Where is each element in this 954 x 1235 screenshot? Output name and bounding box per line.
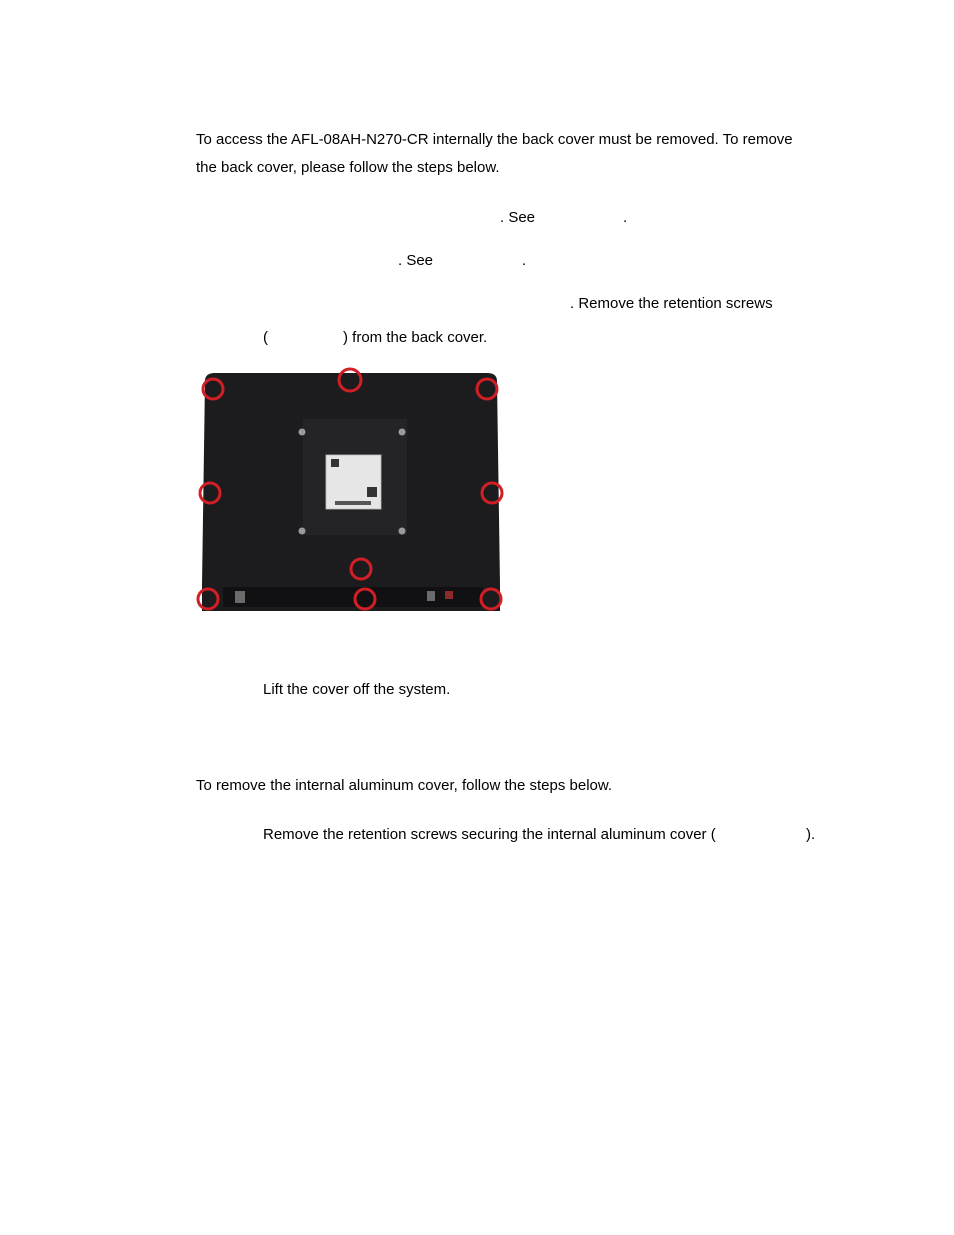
intro-line-2: the back cover, please follow the steps below. [196,159,500,176]
vesa-hole-bottom-left [299,528,306,535]
aluminum-step1: Remove the retention screws securing the internal aluminum cover ( [263,826,716,843]
label-barcode [335,501,371,505]
intro-line-1: To access the AFL-08AH-N270-CR internally the back cover must be removed. To remove [196,131,793,148]
step3-line-1: . Remove the retention screws [570,295,773,312]
vesa-hole-top-right [399,429,406,436]
io-port-left [235,591,245,603]
step4-text: Lift the cover off the system. [263,681,451,698]
aluminum-step1-close: ). [806,826,816,843]
label-qr-code [367,487,377,497]
label-logo [331,459,339,467]
io-port-red [445,591,453,599]
vesa-hole-top-left [299,429,306,436]
io-port-right [427,591,435,601]
step3-open-paren: ( [263,329,268,346]
aluminum-intro: To remove the internal aluminum cover, follow the steps below. [196,777,613,794]
bottom-io-strip [223,587,483,607]
step3-line-2: ) from the back cover. [343,329,488,346]
step1-see-text: . See [500,209,536,226]
back-cover-photo [195,367,507,615]
step2-see-text: . See [398,252,434,269]
step2-period: . [522,252,527,269]
step1-period: . [623,209,628,226]
vesa-hole-bottom-right [399,528,406,535]
